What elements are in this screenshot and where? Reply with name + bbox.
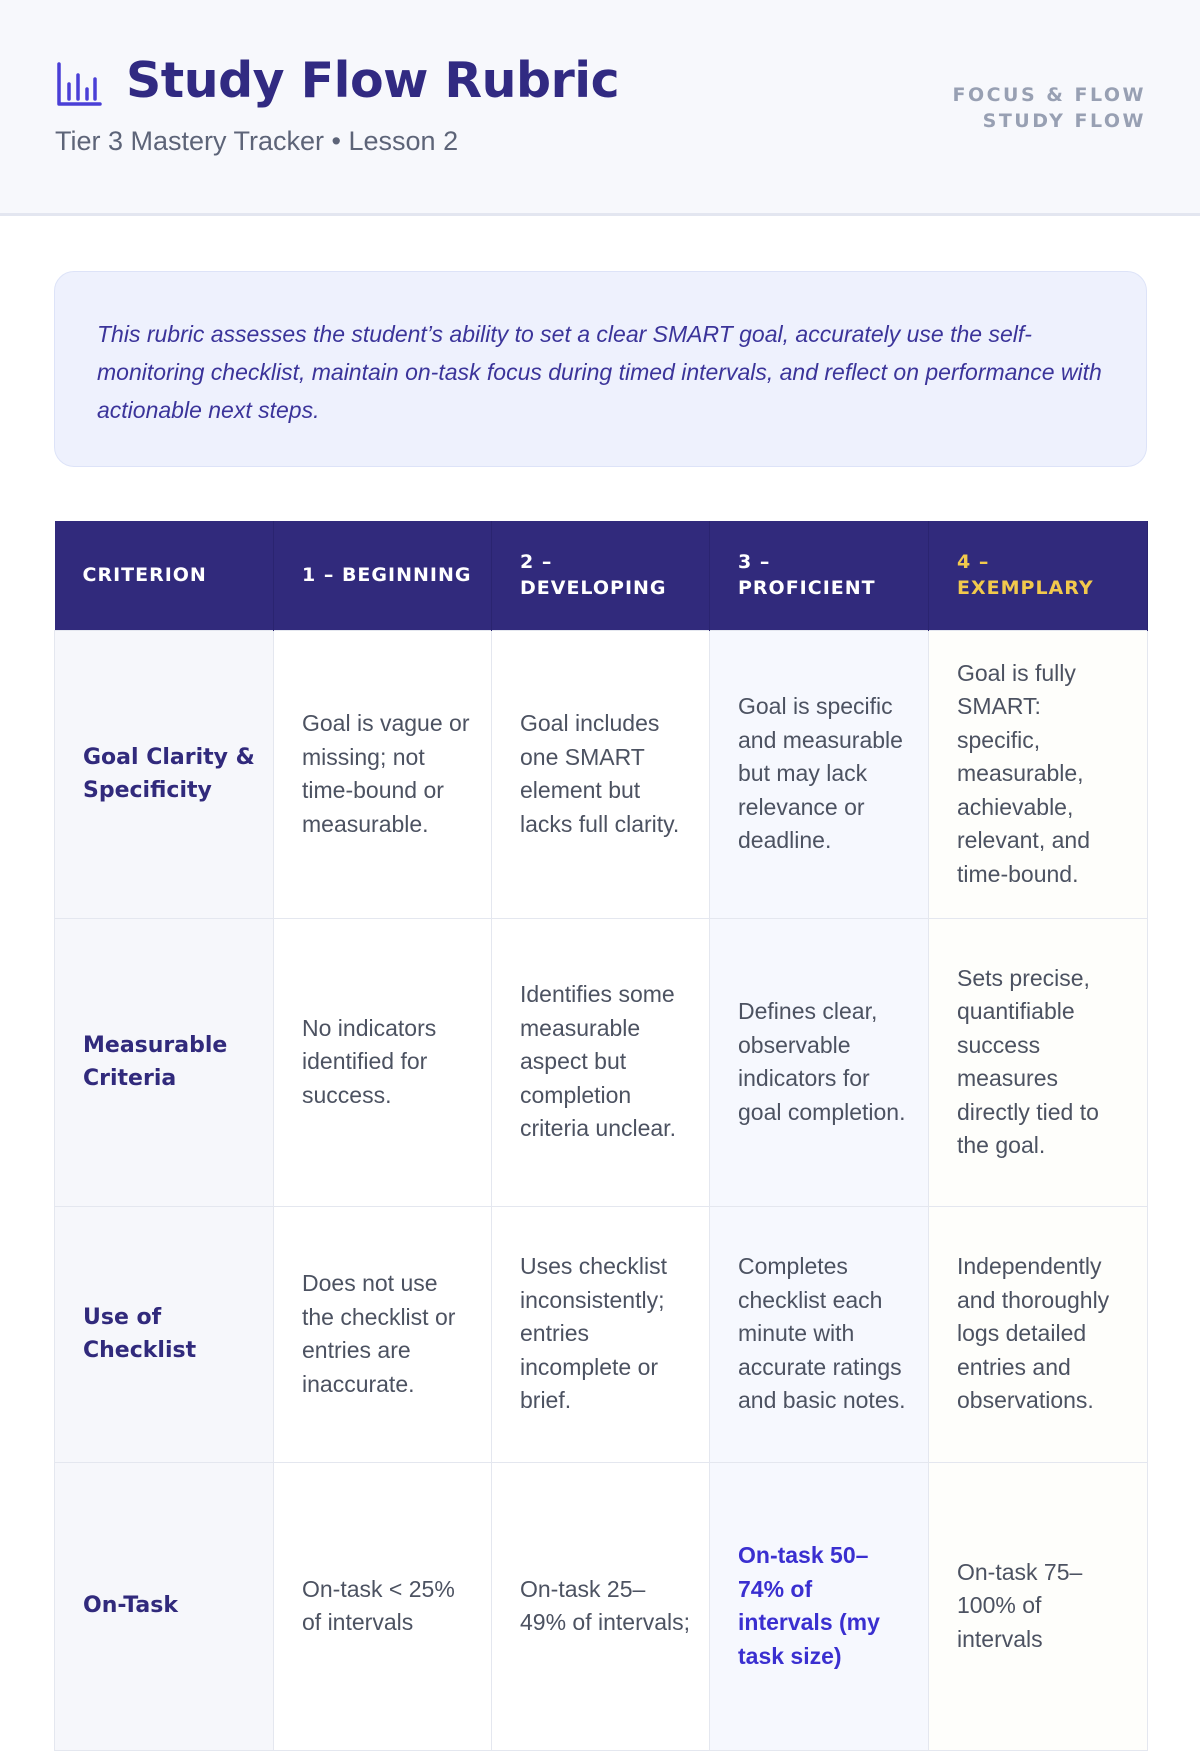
developing-cell: Identifies some measurable aspect but completion criteria unclear. (492, 918, 710, 1206)
brand-line-2: STUDY FLOW (982, 110, 1146, 132)
table-header-row (55, 521, 1148, 630)
developing-cell: Uses checklist inconsistently; entries incomplete or brief. (492, 1206, 710, 1462)
header-criterion: CRITERION (55, 521, 274, 630)
proficient-cell-highlighted: On-task 50–74% of intervals (my task size) (710, 1462, 929, 1750)
beginning-cell: No indicators identified for success. (274, 918, 492, 1206)
criterion-cell: Measurable Criteria (55, 918, 274, 1206)
table-row (55, 918, 1148, 1206)
header-exemplary: 4 – EXEMPLARY (929, 521, 1148, 630)
exemplary-cell: Goal is fully SMART: specific, measurable, achievable, relevant, and time-bound. (929, 630, 1148, 918)
developing-cell: On-task 25–49% of intervals; (492, 1462, 710, 1750)
exemplary-cell: Sets precise, quantifiable success measures directly tied to the goal. (929, 918, 1148, 1206)
criterion-cell: Use of Checklist (55, 1206, 274, 1462)
page-header (0, 0, 1200, 216)
exemplary-cell: On-task 75–100% of intervals (929, 1462, 1148, 1750)
proficient-cell: Goal is specific and measurable but may lack relevance or deadline. (710, 630, 929, 918)
criterion-cell: On-Task (55, 1462, 274, 1750)
header-developing: 2 – DEVELOPING (492, 521, 710, 630)
header-proficient: 3 – PROFICIENT (710, 521, 929, 630)
rubric-table (54, 521, 1148, 1751)
header-beginning: 1 – BEGINNING (274, 521, 492, 630)
beginning-cell: Goal is vague or missing; not time-bound or measurable. (274, 630, 492, 918)
rubric-description: This rubric assesses the student’s ability to set a clear SMART goal, accurately use the self-monitoring checklist, maintain on-task focus during timed intervals, and reflect on performance with actionable next steps. (54, 271, 1147, 467)
table-row (55, 630, 1148, 918)
page-subtitle: Tier 3 Mastery Tracker • Lesson 2 (55, 126, 459, 156)
page-title: Study Flow Rubric (126, 52, 620, 109)
bar-chart-icon (56, 62, 102, 108)
criterion-cell: Goal Clarity & Specificity (55, 630, 274, 918)
proficient-cell: Completes checklist each minute with accurate ratings and basic notes. (710, 1206, 929, 1462)
developing-cell: Goal includes one SMART element but lacks full clarity. (492, 630, 710, 918)
table-row (55, 1206, 1148, 1462)
brand-label (952, 82, 1146, 134)
beginning-cell: Does not use the checklist or entries are inaccurate. (274, 1206, 492, 1462)
proficient-cell: Defines clear, observable indicators for goal completion. (710, 918, 929, 1206)
exemplary-cell: Independently and thoroughly logs detailed entries and observations. (929, 1206, 1148, 1462)
table-row (55, 1462, 1148, 1750)
beginning-cell: On-task < 25% of intervals (274, 1462, 492, 1750)
brand-line-1: FOCUS & FLOW (952, 84, 1146, 106)
